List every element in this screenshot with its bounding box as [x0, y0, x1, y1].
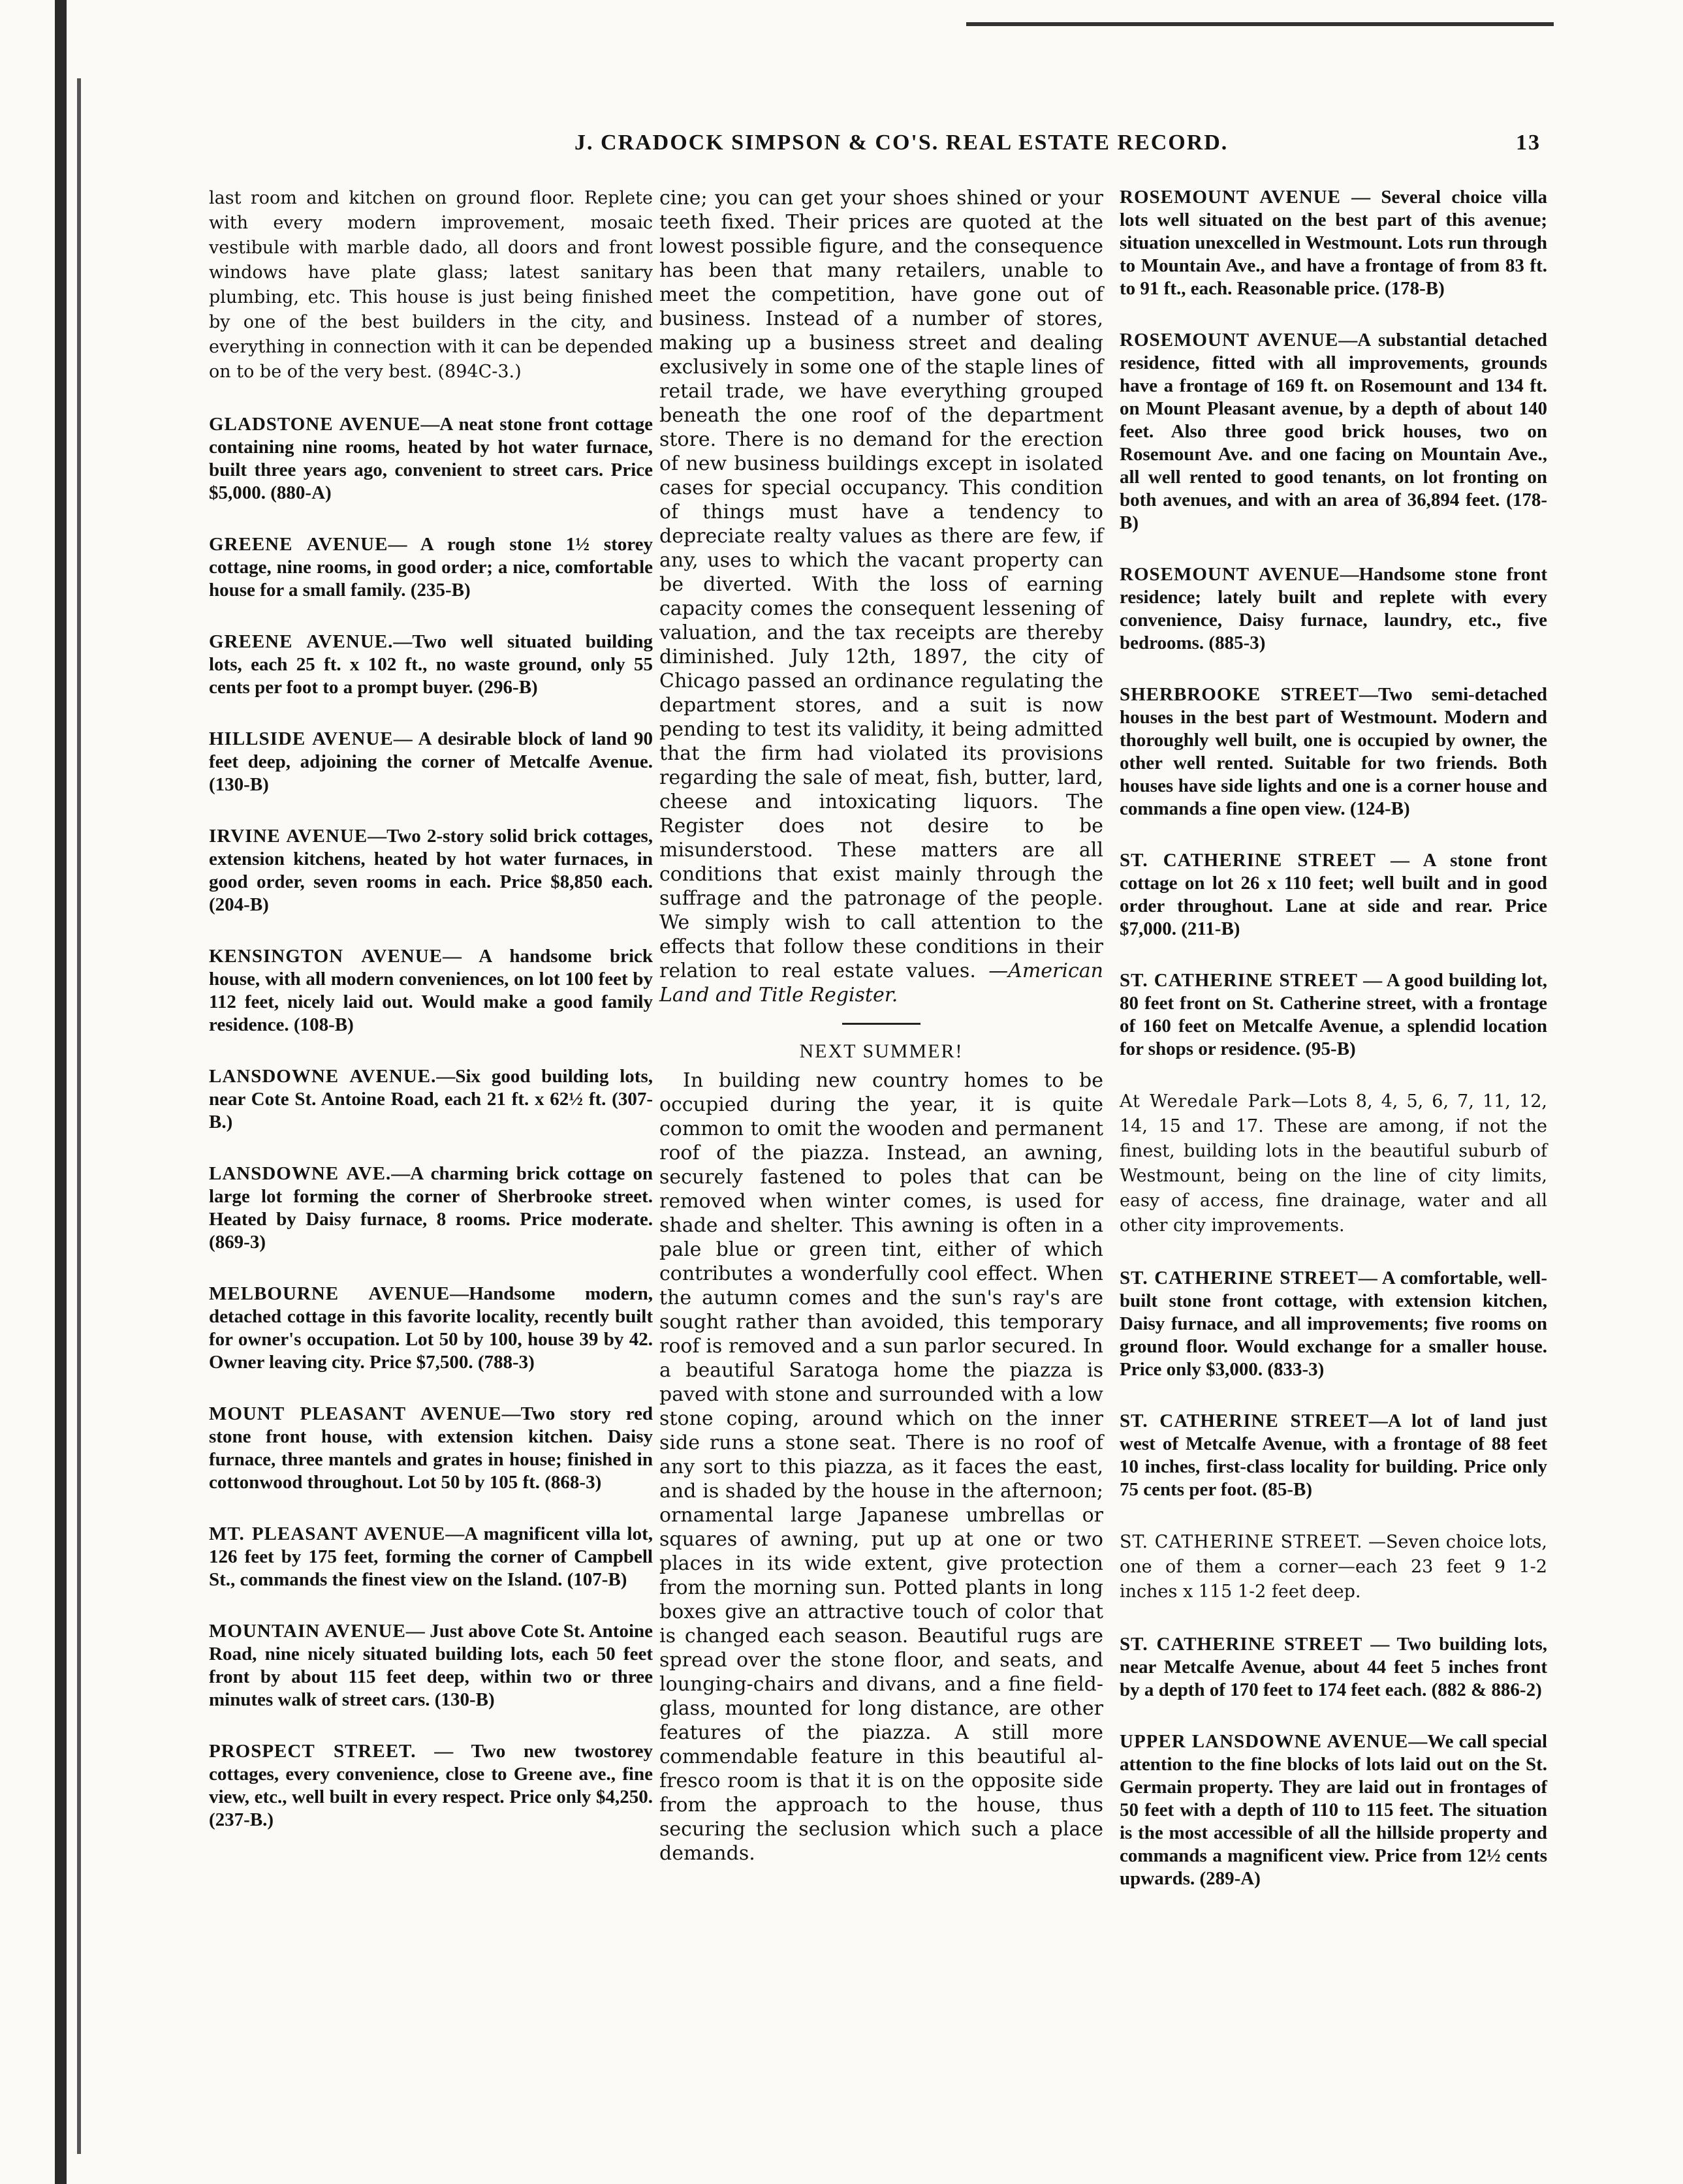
listing-street: GREENE AVENUE — [209, 534, 388, 555]
listing-street: LANSDOWNE AVE. — [209, 1163, 392, 1184]
listing-entry — [1120, 186, 1547, 300]
listing-description: — A comfortable, well-built stone front cottage, with extension kitchen, Daisy furnace, and all improvements; five rooms on ground floor. Would exchange for a smaller house. Price only $3,000. (833-3) — [1120, 1268, 1547, 1380]
listing-description: —Two well situated building lots, each 25 ft. x 102 ft., no waste ground, only 55 cents per foot to a prompt buyer. (296-B) — [209, 631, 653, 698]
listing-entry — [209, 1162, 653, 1254]
listing-description: — A good building lot, 80 feet front on St. Catherine street, with a frontage of 160 feet on Metcalfe Avenue, a splendid location for shops or residence. (95-B) — [1120, 970, 1547, 1059]
listing-entry — [209, 825, 653, 916]
page-number: 13 — [1516, 131, 1541, 155]
section-divider — [842, 1023, 920, 1025]
listing-description: —Seven choice lots, one of them a corner—each 23 feet 9 1-2 inches x 115 1-2 feet deep. — [1120, 1532, 1547, 1602]
publication-title: J. CRADOCK SIMPSON & CO'S. REAL ESTATE RECORD. — [574, 131, 1229, 155]
article-source: —American Land and Title Register. — [659, 959, 1103, 1006]
column-3 — [1120, 186, 1547, 1919]
column-2 — [659, 186, 1103, 1867]
listing-street: ROSEMOUNT AVENUE — [1120, 330, 1339, 351]
listing-description: — A rough stone 1½ storey cottage, nine rooms, in good order; a nice, comfortable house for a small family. (235-B) — [209, 534, 653, 601]
listing-description: — A handsome brick house, with all modern conveniences, on lot 100 feet by 112 feet, nicely laid out. Would make a good family residence. (108-B) — [209, 946, 653, 1035]
listing-continued — [209, 186, 653, 384]
listing-entry — [1120, 563, 1547, 655]
listing-description: —Six good building lots, near Cote St. Antoine Road, each 21 ft. x 62½ ft. (307-B.) — [209, 1066, 653, 1132]
listing-entry — [209, 1065, 653, 1134]
listing-street: GLADSTONE AVENUE — [209, 414, 421, 435]
listing-entry — [1120, 1410, 1547, 1501]
listing-street: ST. CATHERINE STREET — [1120, 1411, 1369, 1431]
listing-entry — [209, 728, 653, 796]
listing-street: At Weredale Park — [1120, 1091, 1291, 1112]
article-body-2 — [659, 1069, 1103, 1865]
listing-description: —A magnificent villa lot, 126 feet by 175 feet, forming the corner of Campbell St., commands the finest view on the Island. (107-B) — [209, 1523, 653, 1590]
listing-description: — A stone front cottage on lot 26 x 110 feet; well built and in good order throughout. Lane at side and rear. Price $7,000. (211-B) — [1120, 850, 1547, 939]
listing-entry — [1120, 683, 1547, 820]
listing-description: —We call special attention to the fine blocks of lots laid out on the St. Germain property. They are laid out in frontages of 50 feet with a depth of 110 to 115 feet. The situation is the most accessible of all the hillside property and commands a magnificent view. Price from 12½ cents upwards. (289-A) — [1120, 1731, 1548, 1889]
column-1 — [209, 186, 653, 1860]
listing-street: ROSEMOUNT AVENUE — [1120, 187, 1341, 208]
listing-street: PROSPECT STREET. — [209, 1741, 417, 1762]
listing-description: —A substantial detached residence, fitted with all improvements, grounds have a frontage of 169 ft. on Rosemount and 134 ft. on Mount Pleasant avenue, by a depth of about 140 feet. Also three good brick houses, two on Rosemount Ave. and one facing on Mountain Ave., all well rented to good tenants, on lot fronting on both avenues, and with an area of 36,894 feet. (178-B) — [1120, 330, 1547, 533]
listing-description: —Two 2-story solid brick cottages, extension kitchens, heated by hot water furnaces, in good order, seven rooms in each. Price $8,850 each. (204-B) — [209, 826, 653, 915]
listing-entry — [209, 1740, 653, 1832]
listing-street: HILLSIDE AVENUE — [209, 728, 394, 749]
listing-description: —A lot of land just west of Metcalfe Avenue, with a frontage of 88 feet 10 inches, first-class locality for building. Price only 75 cents per foot. (85-B) — [1120, 1411, 1547, 1500]
listing-description: — Just above Cote St. Antoine Road, nine nicely situated building lots, each 50 feet front by about 115 feet deep, within two or three minutes walk of street cars. (130-B) — [209, 1621, 653, 1710]
listing-entry — [1120, 1089, 1547, 1238]
listing-street: ST. CATHERINE STREET — [1120, 970, 1358, 991]
article-text-2: In building new country homes to be occupied during the year, it is quite common to omit the wooden and permanent roof of the piazza. Instead, an awning, securely fastened to poles that can be removed when winter comes, is used for shade and shelter. This awning is often in a pale blue or green tint, either of which contributes a wonderfully cool effect. When the autumn comes and the sun's ray's are sought rather than avoided, this temporary roof is removed and a sun parlor secured. In a beautiful Saratoga home the piazza is paved with stone and surrounded with a low stone coping, around which on the inner side runs a stone seat. There is no roof of any sort to this piazza, as it faces the east, and is shaded by the house in the afternoon; ornamental large Japanese umbrellas or squares of awning, put up at one or two places in its wide extent, give protection from the morning sun. Potted plants in long boxes give an attractive touch of color that is changed each season. Beautiful rugs are spread over the stone floor, and seats, and lounging-chairs and divans, and a fine field-glass, mounted for long distance, are other features of the piazza. A still more commendable feature in this beautiful al-fresco room is that it is on the opposite side from the approach to the house, thus securing the seclusion which such a place demands. — [659, 1069, 1103, 1865]
listing-entry — [209, 631, 653, 699]
listing-street: SHERBROOKE STREET — [1120, 684, 1359, 705]
listing-street: MOUNTAIN AVENUE — [209, 1621, 406, 1642]
listing-street: MOUNT PLEASANT AVENUE — [209, 1403, 502, 1424]
article-text: cine; you can get your shoes shined or your teeth fixed. Their prices are quoted at the lowest possible figure, and the consequence has been that many retailers, unable to meet the competition, have gone out of business. Instead of a number of stores, making up a business street and dealing exclusively in some one of the staple lines of retail trade, we have everything grouped beneath the one roof of the department store. There is no demand for the erection of new business buildings except in isolated cases for special occupancy. This condition of things must have a tendency to depreciate realty values as there are few, if any, uses to which the vacant property can be diverted. With the loss of earning capacity comes the consequent lessening of valuation, and the tax receipts are thereby diminished. July 12th, 1897, the city of Chicago passed an ordinance regulating the department stores, and a suit is now pending to test its validity, it being admitted that the firm had violated its provisions regarding the sale of meat, fish, butter, lard, cheese and intoxicating liquors. The Register does not desire to be misunderstood. These matters are all conditions that exist mainly through the suffrage and the patronage of the people. We simply wish to call attention to the effects that follow these conditions in their relation to real estate values. — [659, 187, 1103, 982]
listing-street: UPPER LANSDOWNE AVENUE — [1120, 1731, 1409, 1752]
listing-street: ST. CATHERINE STREET — [1120, 1634, 1363, 1655]
listing-description: — Several choice villa lots well situated on the best part of this avenue; situation unexcelled in Westmount. Lots run through to Mountain Ave., and have a frontage of from 83 ft. to 91 ft., each. Reasonable price. (178-B) — [1120, 187, 1547, 299]
running-header — [574, 131, 1541, 170]
listing-street: ST. CATHERINE STREET — [1120, 850, 1376, 871]
listing-entry — [209, 1403, 653, 1494]
listing-entry — [1120, 1730, 1547, 1890]
listing-entry — [209, 945, 653, 1037]
listing-description: —Two semi-detached houses in the best part of Westmount. Modern and thoroughly well built, one is occupied by owner, the other well rented. Suitable for two friends. Both houses have side lights and one is a corner house and commands a fine open view. (124-B) — [1120, 684, 1547, 819]
article-heading: NEXT SUMMER! — [799, 1040, 964, 1062]
listing-description: —A charming brick cottage on large lot forming the corner of Sherbrooke street. Heated by Daisy furnace, 8 rooms. Price moderate. (869-3) — [209, 1163, 653, 1253]
listing-entry — [209, 1620, 653, 1711]
article-body — [659, 186, 1103, 1007]
listing-description: —Handsome stone front residence; lately built and replete with every convenience, Daisy furnace, laundry, etc., five bedrooms. (885-3) — [1120, 564, 1547, 653]
listing-street: LANSDOWNE AVENUE. — [209, 1066, 437, 1087]
listing-street: MELBOURNE AVENUE — [209, 1283, 450, 1304]
listing-description: — Two new twostorey cottages, every convenience, close to Greene ave., fine view, etc., well built in every respect. Price only $4,250. (237-B.) — [209, 1741, 653, 1830]
listing-entry — [209, 1523, 653, 1591]
listing-text: last room and kitchen on ground floor. Replete with every modern improvement, mosaic vestibule with marble dado, all doors and front windows have plate glass; latest sanitary plumbing, etc. This house is just being finished by one of the best builders in the city, and everything in connection with it can be depended on to be of the very best. (894C-3.) — [209, 188, 653, 382]
listing-entry — [1120, 1530, 1547, 1604]
listing-entry — [209, 533, 653, 602]
listing-description: —Handsome modern, detached cottage in this favorite locality, recently built for owner's occupation. Lot 50 by 100, house 39 by 42. Owner leaving city. Price $7,500. (788-3) — [209, 1283, 653, 1373]
page-binding-edge — [55, 0, 67, 2184]
page-binding-shadow — [77, 78, 81, 2154]
listing-description: —A neat stone front cottage containing nine rooms, heated by hot water furnace, built three years ago, convenient to street cars. Price $5,000. (880-A) — [209, 414, 653, 503]
listing-street: IRVINE AVENUE — [209, 826, 368, 847]
listing-street: ST. CATHERINE STREET — [1120, 1268, 1359, 1288]
listing-entry — [1120, 849, 1547, 941]
listing-entry — [1120, 329, 1547, 535]
listing-street: ST. CATHERINE STREET. — [1120, 1532, 1363, 1552]
listing-entry — [209, 1283, 653, 1374]
listing-entry — [209, 413, 653, 505]
listing-street: MT. PLEASANT AVENUE — [209, 1523, 446, 1544]
listing-description: —Two story red stone front house, with extension kitchen. Daisy furnace, three mantels and grates in house; finished in cottonwood throughout. Lot 50 by 105 ft. (868-3) — [209, 1403, 653, 1493]
listing-description: —Lots 8, 4, 5, 6, 7, 11, 12, 14, 15 and 17. These are among, if not the finest, building lots in the beautiful suburb of Westmount, being on the line of city limits, easy of access, fine drainage, water and all other city improvements. — [1120, 1091, 1547, 1236]
listing-street: KENSINGTON AVENUE — [209, 946, 443, 967]
listing-entry — [1120, 1267, 1547, 1381]
top-rule — [966, 22, 1554, 26]
listing-entry — [1120, 1633, 1547, 1702]
listing-street: ROSEMOUNT AVENUE — [1120, 564, 1340, 585]
listing-description: — A desirable block of land 90 feet deep, adjoining the corner of Metcalfe Avenue. (130-B) — [209, 728, 653, 795]
listing-entry — [1120, 969, 1547, 1061]
listing-street: GREENE AVENUE. — [209, 631, 394, 652]
listing-description: — Two building lots, near Metcalfe Avenue, about 44 feet 5 inches front by a depth of 170 feet to 174 feet each. (882 & 886-2) — [1120, 1634, 1547, 1700]
